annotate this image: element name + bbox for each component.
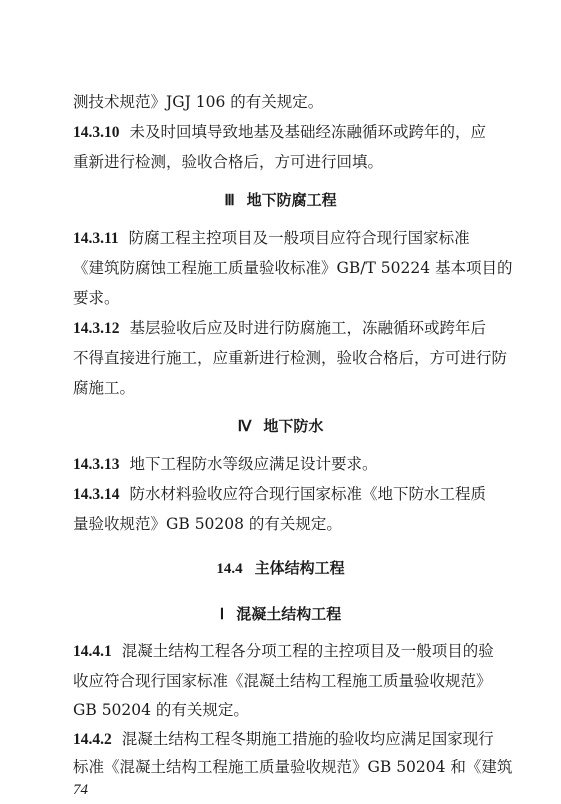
subsection-heading-iii: Ⅲ 地下防腐工程	[224, 191, 337, 209]
clause-number: 14.4.1	[73, 643, 112, 660]
clause-number: 14.3.10	[73, 124, 120, 141]
text-line: 测技术规范》JGJ 106 的有关规定。	[73, 93, 324, 111]
clause-number: 14.3.14	[73, 486, 120, 503]
page-number: 74	[73, 782, 88, 798]
clause-14-3-12: 14.3.12 基层验收后应及时进行防腐施工，冻融循环或跨年后	[73, 319, 487, 337]
text-line: 《建筑防腐蚀工程施工质量验收标准》GB/T 50224 基本项目的	[73, 259, 513, 277]
clause-14-3-14: 14.3.14 防水材料验收应符合现行国家标准《地下防水工程质	[73, 485, 487, 503]
text-line: 要求。	[73, 289, 120, 307]
text-line: 标准《混凝土结构工程施工质量验收规范》GB 50204 和《建筑	[73, 758, 513, 776]
text-line: 量验收规范》GB 50208 的有关规定。	[73, 515, 342, 533]
clause-14-3-11: 14.3.11 防腐工程主控项目及一般项目应符合现行国家标准	[73, 229, 470, 247]
subsection-heading-iv: Ⅳ 地下防水	[237, 417, 324, 435]
subsection-heading-i: Ⅰ 混凝土结构工程	[219, 605, 342, 623]
text-line: 腐施工。	[73, 379, 136, 397]
clause-number: 14.3.13	[73, 456, 120, 473]
clause-number: 14.3.11	[73, 230, 119, 247]
clause-14-3-10: 14.3.10 未及时回填导致地基及基础经冻融循环或跨年的，应	[73, 123, 487, 141]
clause-14-4-1: 14.4.1 混凝土结构工程各分项工程的主控项目及一般项目的验	[73, 642, 494, 660]
clause-14-4-2: 14.4.2 混凝土结构工程冬期施工措施的验收均应满足国家现行	[73, 730, 494, 748]
text-line: GB 50204 的有关规定。	[73, 701, 249, 719]
clause-number: 14.3.12	[73, 320, 120, 337]
section-heading-14-4: 14.4 主体结构工程	[216, 559, 345, 577]
clause-number: 14.4.2	[73, 731, 112, 748]
clause-14-3-13: 14.3.13 地下工程防水等级应满足设计要求。	[73, 455, 378, 473]
text-line: 不得直接进行施工，应重新进行检测，验收合格后，方可进行防	[73, 349, 508, 367]
text-line: 重新进行检测，验收合格后，方可进行回填。	[73, 153, 384, 171]
text-line: 收应符合现行国家标准《混凝土结构工程施工质量验收规范》	[73, 672, 492, 690]
